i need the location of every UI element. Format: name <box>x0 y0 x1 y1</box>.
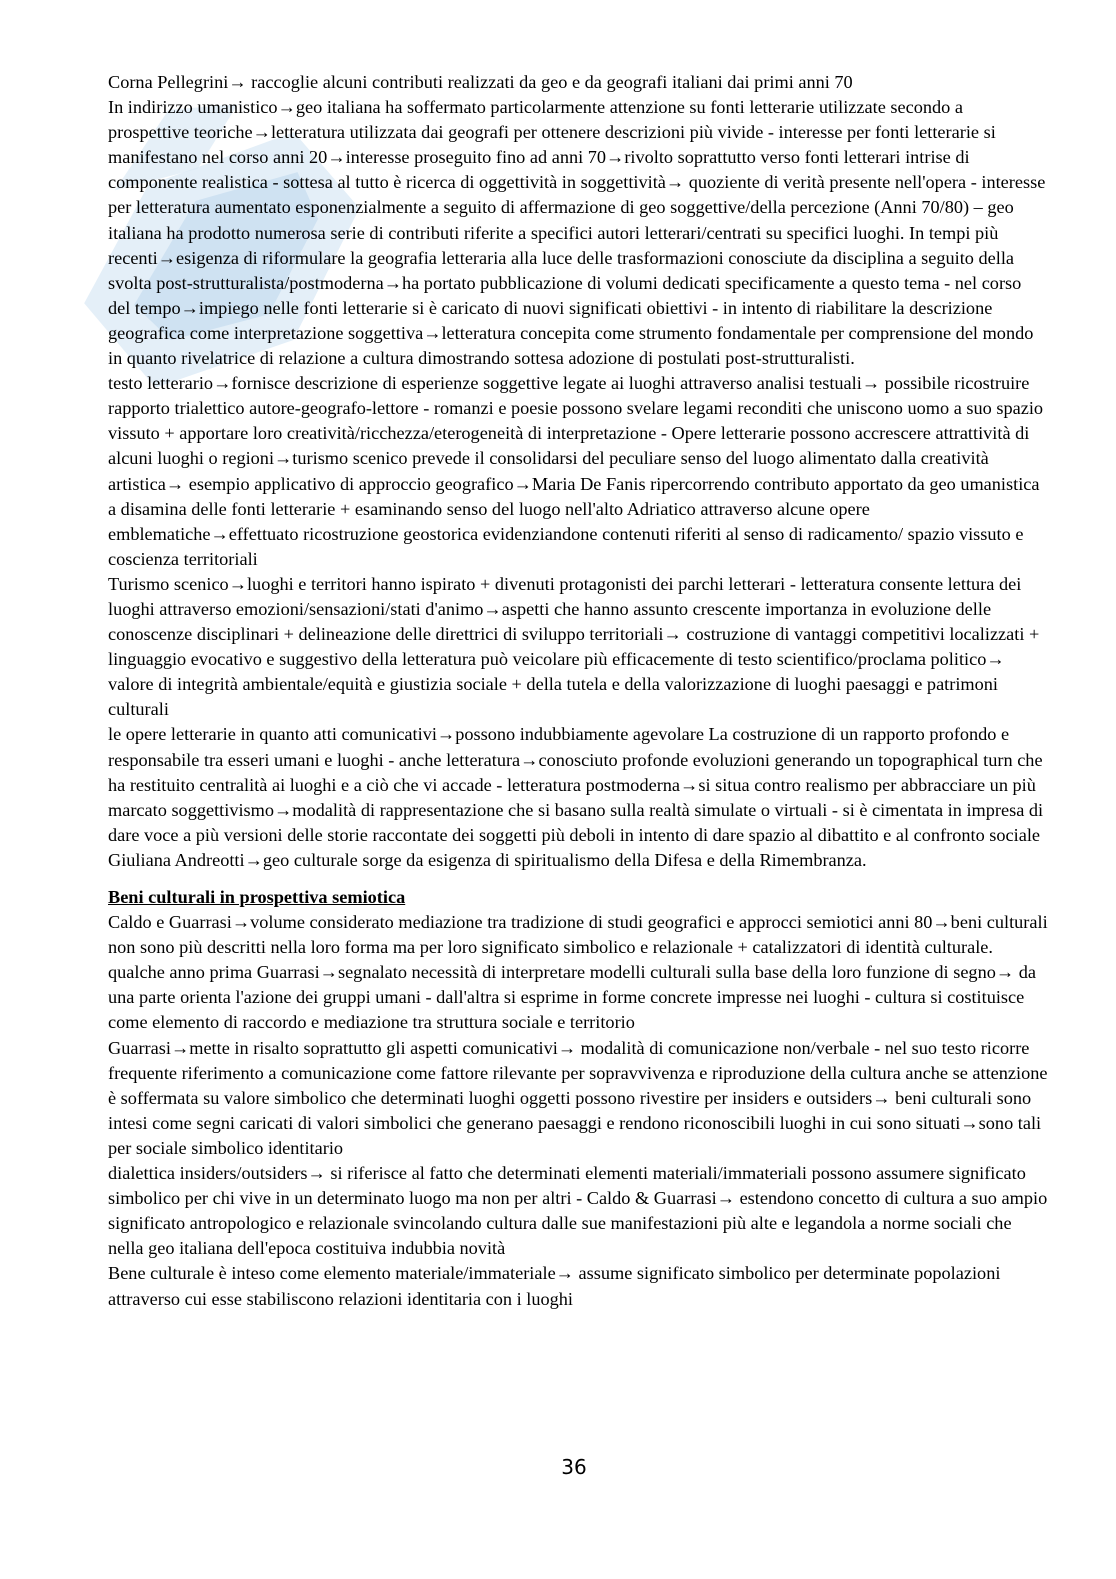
paragraph-qualche-anno-prima: qualche anno prima Guarrasi→segnalato necessità di interpretare modelli culturali sulla base della loro funzione di segno→ da una parte orienta l'azione dei gruppi umani - dall'altra si esprime in forme concrete impresse nei luoghi - cultura si costituisce come elemento di raccordo e mediazione tra struttura sociale e territorio <box>108 962 1036 1033</box>
paragraph-indirizzo-umanistico: In indirizzo umanistico→geo italiana ha soffermato particolarmente attenzione su fonti letterarie utilizzate secondo a prospettive teoriche→letteratura utilizzata dai geografi per ottenere descrizioni più vivide - interesse per fonti letterarie si manifestano nel corso anni 20→interesse proseguito fino ad anni 70→rivolto soprattutto verso fonti letterari intrise di componente realistica - sottesa al tutto è ricerca di oggettività in soggettività→ quoziente di verità presente nell'opera - interesse per letteratura aumentato esponenzialmente a seguito di affermazione di geo soggettive/della percezione (Anni 70/80) – geo italiana ha prodotto numerosa serie di contributi riferite a specifici autori letterari/centrati su specifici luoghi. In tempi più recenti→esigenza di riformulare la geografia letteraria alla luce delle trasformazioni conosciute da disciplina a seguito della svolta post-strutturalista/postmoderna→ha portato pubblicazione di volumi dedicati specificamente a questo tema - nel corso del tempo→impiego nelle fonti letterarie si è caricato di nuovi significati obiettivi - in intento di riabilitare la descrizione geografica come interpretazione soggettiva→letteratura concepita come strumento fondamentale per comprensione del mondo in quanto rivelatrice di relazione a cultura dimostrando sottesa adozione di postulati post-strutturalisti. <box>108 97 1046 369</box>
paragraph-guarrasi-comunicativi: Guarrasi→mette in risalto soprattutto gli aspetti comunicativi→ modalità di comunicazione non/verbale - nel suo testo ricorre frequente riferimento a comunicazione come fattore rilevante per sopravvivenza e riproduzione della cultura anche se attenzione è soffermata su valore simbolico che determinati luoghi oggetti possono rivestire per insiders e outsiders→ beni culturali sono intesi come segni caricati di valori simbolici che generano paesaggi e rendono riconoscibili luoghi in cui sono situati→sono tali per sociale simbolico identitario <box>108 1037 1048 1158</box>
paragraph-caldo-guarrasi: Caldo e Guarrasi→volume considerato mediazione tra tradizione di studi geografici e approcci semiotici anni 80→beni culturali non sono più descritti nella loro forma ma per loro significato simbolico e relazionale + catalizzatori di identità culturale. <box>108 912 1048 958</box>
paragraph-opere-letterarie: le opere letterarie in quanto atti comunicativi→possono indubbiamente agevolare La costruzione di un rapporto profondo e responsabile tra esseri umani e luoghi - anche letteratura→conosciuto profonde evoluzioni generando un topographical turn che ha restituito centralità ai luoghi e a ciò che vi accade - letteratura postmoderna→si situa contro realismo per abbracciare un più marcato soggettivismo→modalità di rappresentazione che si basano sulla realtà simulate o virtuali - si è cimentata in impresa di dare voce a più versioni delle storie raccontate dei soggetti più deboli in intento di dare spazio al dibattito e al confronto sociale <box>108 724 1044 845</box>
paragraph-corna-pellegrini: Corna Pellegrini→ raccoglie alcuni contributi realizzati da geo e da geografi italiani dai primi anni 70 <box>108 72 853 92</box>
paragraph-testo-letterario: testo letterario→fornisce descrizione di esperienze soggettive legate ai luoghi attraverso analisi testuali→ possibile ricostruire rapporto trialettico autore-geografo-lettore - romanzi e poesie possono svelare legami reconditi che uniscono uomo a suo spazio vissuto + apportare loro creatività/ricchezza/eterogeneità di interpretazione - Opere letterarie possono accrescere attrattività di alcuni luoghi o regioni→turismo scenico prevede il consolidarsi del peculiare senso del luogo alimentato dalla creatività artistica→ esempio applicativo di approccio geografico→Maria De Fanis ripercorrendo contributo apportato da geo umanistica a disamina delle fonti letterarie + esaminando senso del luogo nell'alto Adriatico attraverso alcune opere emblematiche→effettuato ricostruzione geostorica evidenziandone contenuti riferiti al senso di radicamento/ spazio vissuto e coscienza territoriali <box>108 373 1044 569</box>
paragraph-giuliana-andreotti: Giuliana Andreotti→geo culturale sorge da esigenza di spiritualismo della Difesa e della Rimembranza. <box>108 849 867 870</box>
document-body <box>108 70 1048 1312</box>
paragraph-dialettica: dialettica insiders/outsiders→ si riferisce al fatto che determinati elementi materiali/immateriali possono assumere significato simbolico per chi vive in un determinato luogo ma non per altri - Caldo & Guarrasi→ estendono concetto di cultura a suo ampio significato antropologico e relazionale svincolando cultura dalle sue manifestazioni più alte e legandola a norme sociali che nella geo italiana dell'epoca costituiva indubbia novità <box>108 1163 1048 1259</box>
paragraph-turismo-scenico: Turismo scenico→luoghi e territori hanno ispirato + divenuti protagonisti dei parchi letterari - letteratura consente lettura dei luoghi attraverso emozioni/sensazioni/stati d'animo→aspetti che hanno assunto crescente importanza in evoluzione delle conoscenze disciplinari + delineazione delle direttrici di sviluppo territoriali→ costruzione di vantaggi competitivi localizzati + linguaggio evocativo e suggestivo della letteratura può veicolare più efficacemente di testo scientifico/proclama politico→ valore di integrità ambientale/equità e giustizia sociale + della tutela e della valorizzazione di luoghi paesaggi e patrimoni culturali <box>108 573 1040 720</box>
section-title: Beni culturali in prospettiva semiotica <box>108 887 406 907</box>
page-number: 36 <box>561 1455 587 1479</box>
paragraph-bene-culturale: Bene culturale è inteso come elemento materiale/immateriale→ assume significato simbolico per determinate popolazioni attraverso cui esse stabiliscono relazioni identitaria con i luoghi <box>108 1263 1001 1309</box>
